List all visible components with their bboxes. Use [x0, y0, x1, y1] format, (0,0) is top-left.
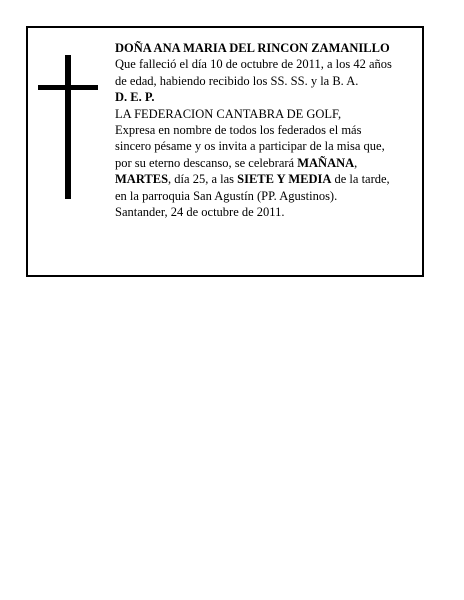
condolence-line-3: [115, 155, 421, 171]
condolence-line-2: sincero pésame y os invita a participar de la misa que,: [115, 139, 385, 154]
place-and-date: Santander, 24 de octubre de 2011.: [115, 204, 285, 219]
condolence-line-3-suffix: ,: [354, 155, 358, 170]
condolence-line-1: Expresa en nombre de todos los federados el más: [115, 122, 362, 137]
organization-name: LA FEDERACION CANTABRA DE GOLF,: [115, 106, 342, 121]
condolence-line-4: [115, 171, 421, 187]
deceased-name: DOÑA ANA MARIA DEL RINCON ZAMANILLO: [115, 41, 390, 55]
mass-time: SIETE Y MEDIA: [237, 172, 332, 187]
condolence-line-3-prefix: por su eterno descanso, se celebrará: [115, 155, 298, 170]
mass-location: en la parroquia San Agustín (PP. Agustinos).: [115, 188, 338, 203]
condolence-line-4-mid: , día 25, a las: [168, 172, 238, 187]
obituary-text: [115, 40, 421, 220]
cross-vertical-bar: [65, 55, 71, 199]
death-detail-line-2: de edad, habiendo recibido los SS. SS. y la B. A.: [115, 73, 359, 88]
death-detail-line-1: Que falleció el día 10 de octubre de 2011, a los 42 años: [115, 57, 392, 72]
cross-icon: [38, 55, 98, 199]
rip-abbreviation: D. E. P.: [115, 90, 155, 105]
cross-horizontal-bar: [38, 85, 98, 90]
condolence-line-4-suffix: de la tarde,: [331, 172, 390, 187]
obituary-notice-box: [26, 26, 424, 277]
mass-weekday: MARTES: [115, 172, 169, 187]
mass-day-word: MAÑANA: [297, 155, 355, 170]
